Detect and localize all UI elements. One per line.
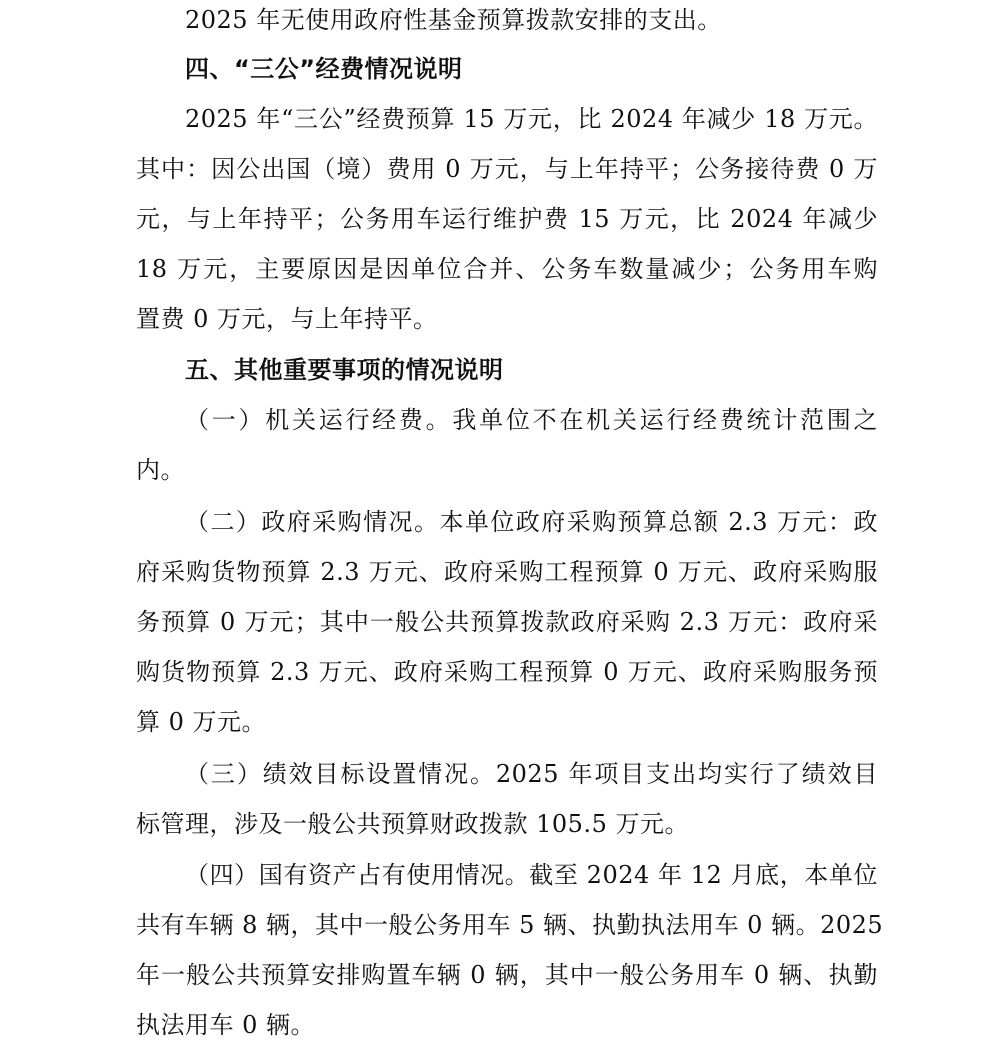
paragraph-line: 购货物预算 2.3 万元、政府采购工程预算 0 万元、政府采购服务预 bbox=[136, 658, 878, 686]
paragraph-line: 元，与上年持平；公务用车运行维护费 15 万元，比 2024 年减少 bbox=[136, 205, 878, 233]
paragraph-line: 府采购货物预算 2.3 万元、政府采购工程预算 0 万元、政府采购服 bbox=[136, 558, 878, 586]
paragraph-line: （一）机关运行经费。我单位不在机关运行经费统计范围之 bbox=[185, 406, 878, 434]
paragraph-line: 2025 年“三公”经费预算 15 万元，比 2024 年减少 18 万元。 bbox=[185, 105, 878, 133]
paragraph-line: 共有车辆 8 辆，其中一般公务用车 5 辆、执勤执法用车 0 辆。2025 bbox=[136, 911, 884, 939]
paragraph-line: 执法用车 0 辆。 bbox=[136, 1011, 316, 1039]
paragraph-line: 其中：因公出国（境）费用 0 万元，与上年持平；公务接待费 0 万 bbox=[136, 155, 878, 183]
paragraph-line: （四）国有资产占有使用情况。截至 2024 年 12 月底，本单位 bbox=[185, 861, 878, 889]
section-heading-four: 四、“三公”经费情况说明 bbox=[185, 55, 463, 83]
paragraph-line: 18 万元，主要原因是因单位合并、公务车数量减少；公务用车购 bbox=[136, 255, 878, 283]
paragraph-line: 置费 0 万元，与上年持平。 bbox=[136, 305, 438, 333]
section-heading-five: 五、其他重要事项的情况说明 bbox=[185, 356, 504, 384]
paragraph-line: 标管理，涉及一般公共预算财政拨款 105.5 万元。 bbox=[136, 810, 689, 838]
paragraph-line: （二）政府采购情况。本单位政府采购预算总额 2.3 万元：政 bbox=[185, 508, 878, 536]
paragraph-line: 算 0 万元。 bbox=[136, 708, 267, 736]
paragraph-line: 务预算 0 万元；其中一般公共预算拨款政府采购 2.3 万元：政府采 bbox=[136, 608, 878, 636]
paragraph-line: （三）绩效目标设置情况。2025 年项目支出均实行了绩效目 bbox=[185, 760, 878, 788]
paragraph-line: 年一般公共预算安排购置车辆 0 辆，其中一般公务用车 0 辆、执勤 bbox=[136, 961, 878, 989]
paragraph-line: 内。 bbox=[136, 456, 185, 484]
paragraph-line: 2025 年无使用政府性基金预算拨款安排的支出。 bbox=[185, 6, 722, 34]
